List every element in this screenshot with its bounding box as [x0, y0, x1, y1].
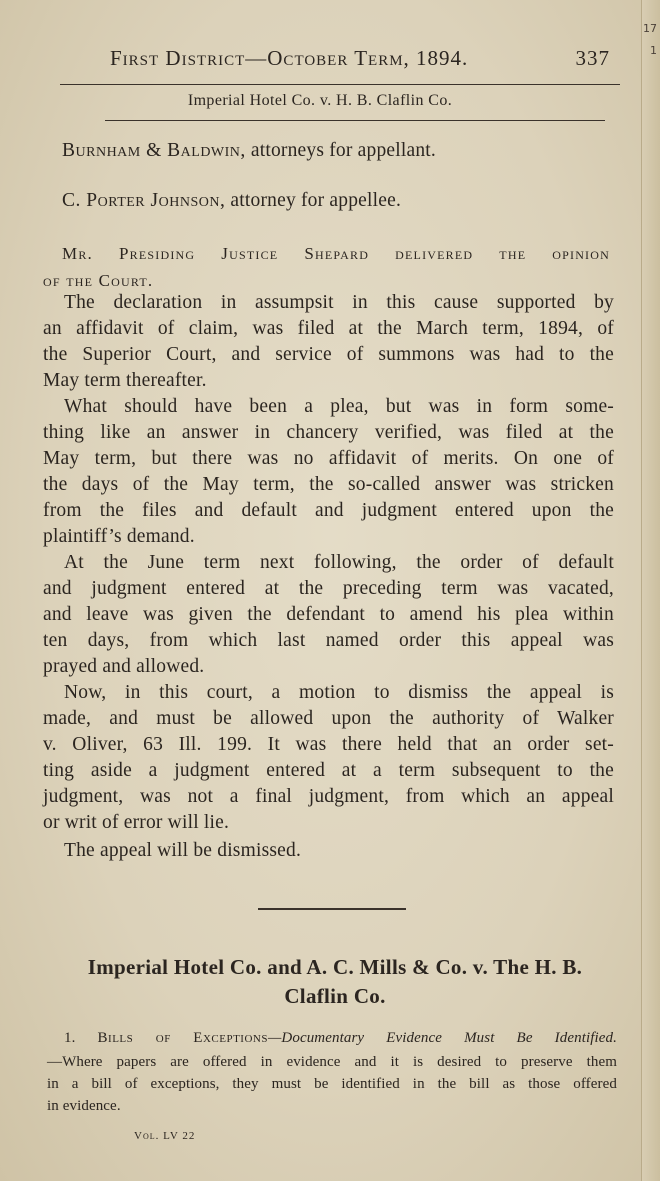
counsel-name: C. Porter Johnson,	[62, 190, 226, 211]
header-rule	[60, 84, 620, 85]
case-heading: Imperial Hotel Co. v. H. B. Claflin Co.	[187, 92, 453, 109]
counsel-appellee	[62, 190, 401, 212]
edge-mark: 17	[643, 22, 657, 35]
text-line: v. Oliver, 63 Ill. 199. It was there held that an order set-	[43, 734, 614, 755]
text-line: and leave was given the defendant to amend his plea within	[43, 604, 614, 625]
headnote-subtopic: —Documentary Evidence Must Be Identified.	[267, 1030, 617, 1046]
headnote-line: in a bill of exceptions, they must be identified in the bill as those offered	[47, 1076, 617, 1092]
headnote-number: 1.	[64, 1030, 76, 1046]
text-line: and judgment entered at the preceding term was vacated,	[43, 578, 614, 599]
text-line: What should have been a plea, but was in form some-	[64, 396, 614, 417]
text-line: prayed and allowed.	[43, 656, 205, 677]
text-line: The appeal will be dismissed.	[64, 840, 302, 861]
opinion-lead-line: Mr. Presiding Justice Shepard delivered the opinion	[62, 244, 610, 263]
text-line: an affidavit of claim, was filed at the March term, 1894, of	[43, 318, 614, 339]
text-line: May term thereafter.	[43, 370, 207, 391]
text-line: ting aside a judgment entered at a term subsequent to the	[43, 760, 614, 781]
opinion-lead-line: of the Court.	[43, 271, 154, 290]
signature-mark: Vol. LV 22	[134, 1130, 196, 1142]
page-number: 337	[575, 46, 610, 70]
counsel-name: Burnham & Baldwin,	[62, 140, 246, 161]
edge-mark: 1	[650, 44, 657, 57]
text-line: plaintiff’s demand.	[43, 526, 195, 547]
next-case-title: Imperial Hotel Co. and A. C. Mills & Co. v. The H. B.	[87, 955, 583, 979]
counsel-role: attorney for appellee.	[230, 190, 402, 211]
headnote-line: in evidence.	[47, 1098, 121, 1114]
counsel-role: attorneys for appellant.	[250, 140, 436, 161]
text-line: judgment, was not a final judgment, from which an appeal	[43, 786, 614, 807]
text-line: May term, but there was no affidavit of merits. On one of	[43, 448, 614, 469]
case-heading-rule	[105, 120, 605, 121]
text-line: the days of the May term, the so-called answer was stricken	[43, 474, 614, 495]
section-divider	[258, 908, 406, 910]
text-line: the Superior Court, and service of summons was had to the	[43, 344, 614, 365]
text-line: made, and must be allowed upon the authority of Walker	[43, 708, 614, 729]
text-line: ten days, from which last named order this appeal was	[43, 630, 614, 651]
text-line: At the June term next following, the order of default	[64, 552, 614, 573]
headnote-topic: Bills of Exceptions	[97, 1030, 268, 1046]
text-line: The declaration in assumpsit in this cause supported by	[64, 292, 614, 313]
headnote-line: —Where papers are offered in evidence and it is desired to preserve them	[47, 1054, 617, 1070]
running-head-title: First District—October Term, 1894.	[110, 46, 469, 70]
next-case-title: Claflin Co.	[284, 984, 386, 1008]
headnote-heading	[64, 1030, 617, 1047]
running-head	[110, 46, 610, 78]
text-line: thing like an answer in chancery verified, was filed at the	[43, 422, 614, 443]
text-line: Now, in this court, a motion to dismiss the appeal is	[64, 682, 614, 703]
text-line: or writ of error will lie.	[43, 812, 230, 833]
counsel-appellant	[62, 140, 436, 162]
text-line: from the files and default and judgment entered upon the	[43, 500, 614, 521]
